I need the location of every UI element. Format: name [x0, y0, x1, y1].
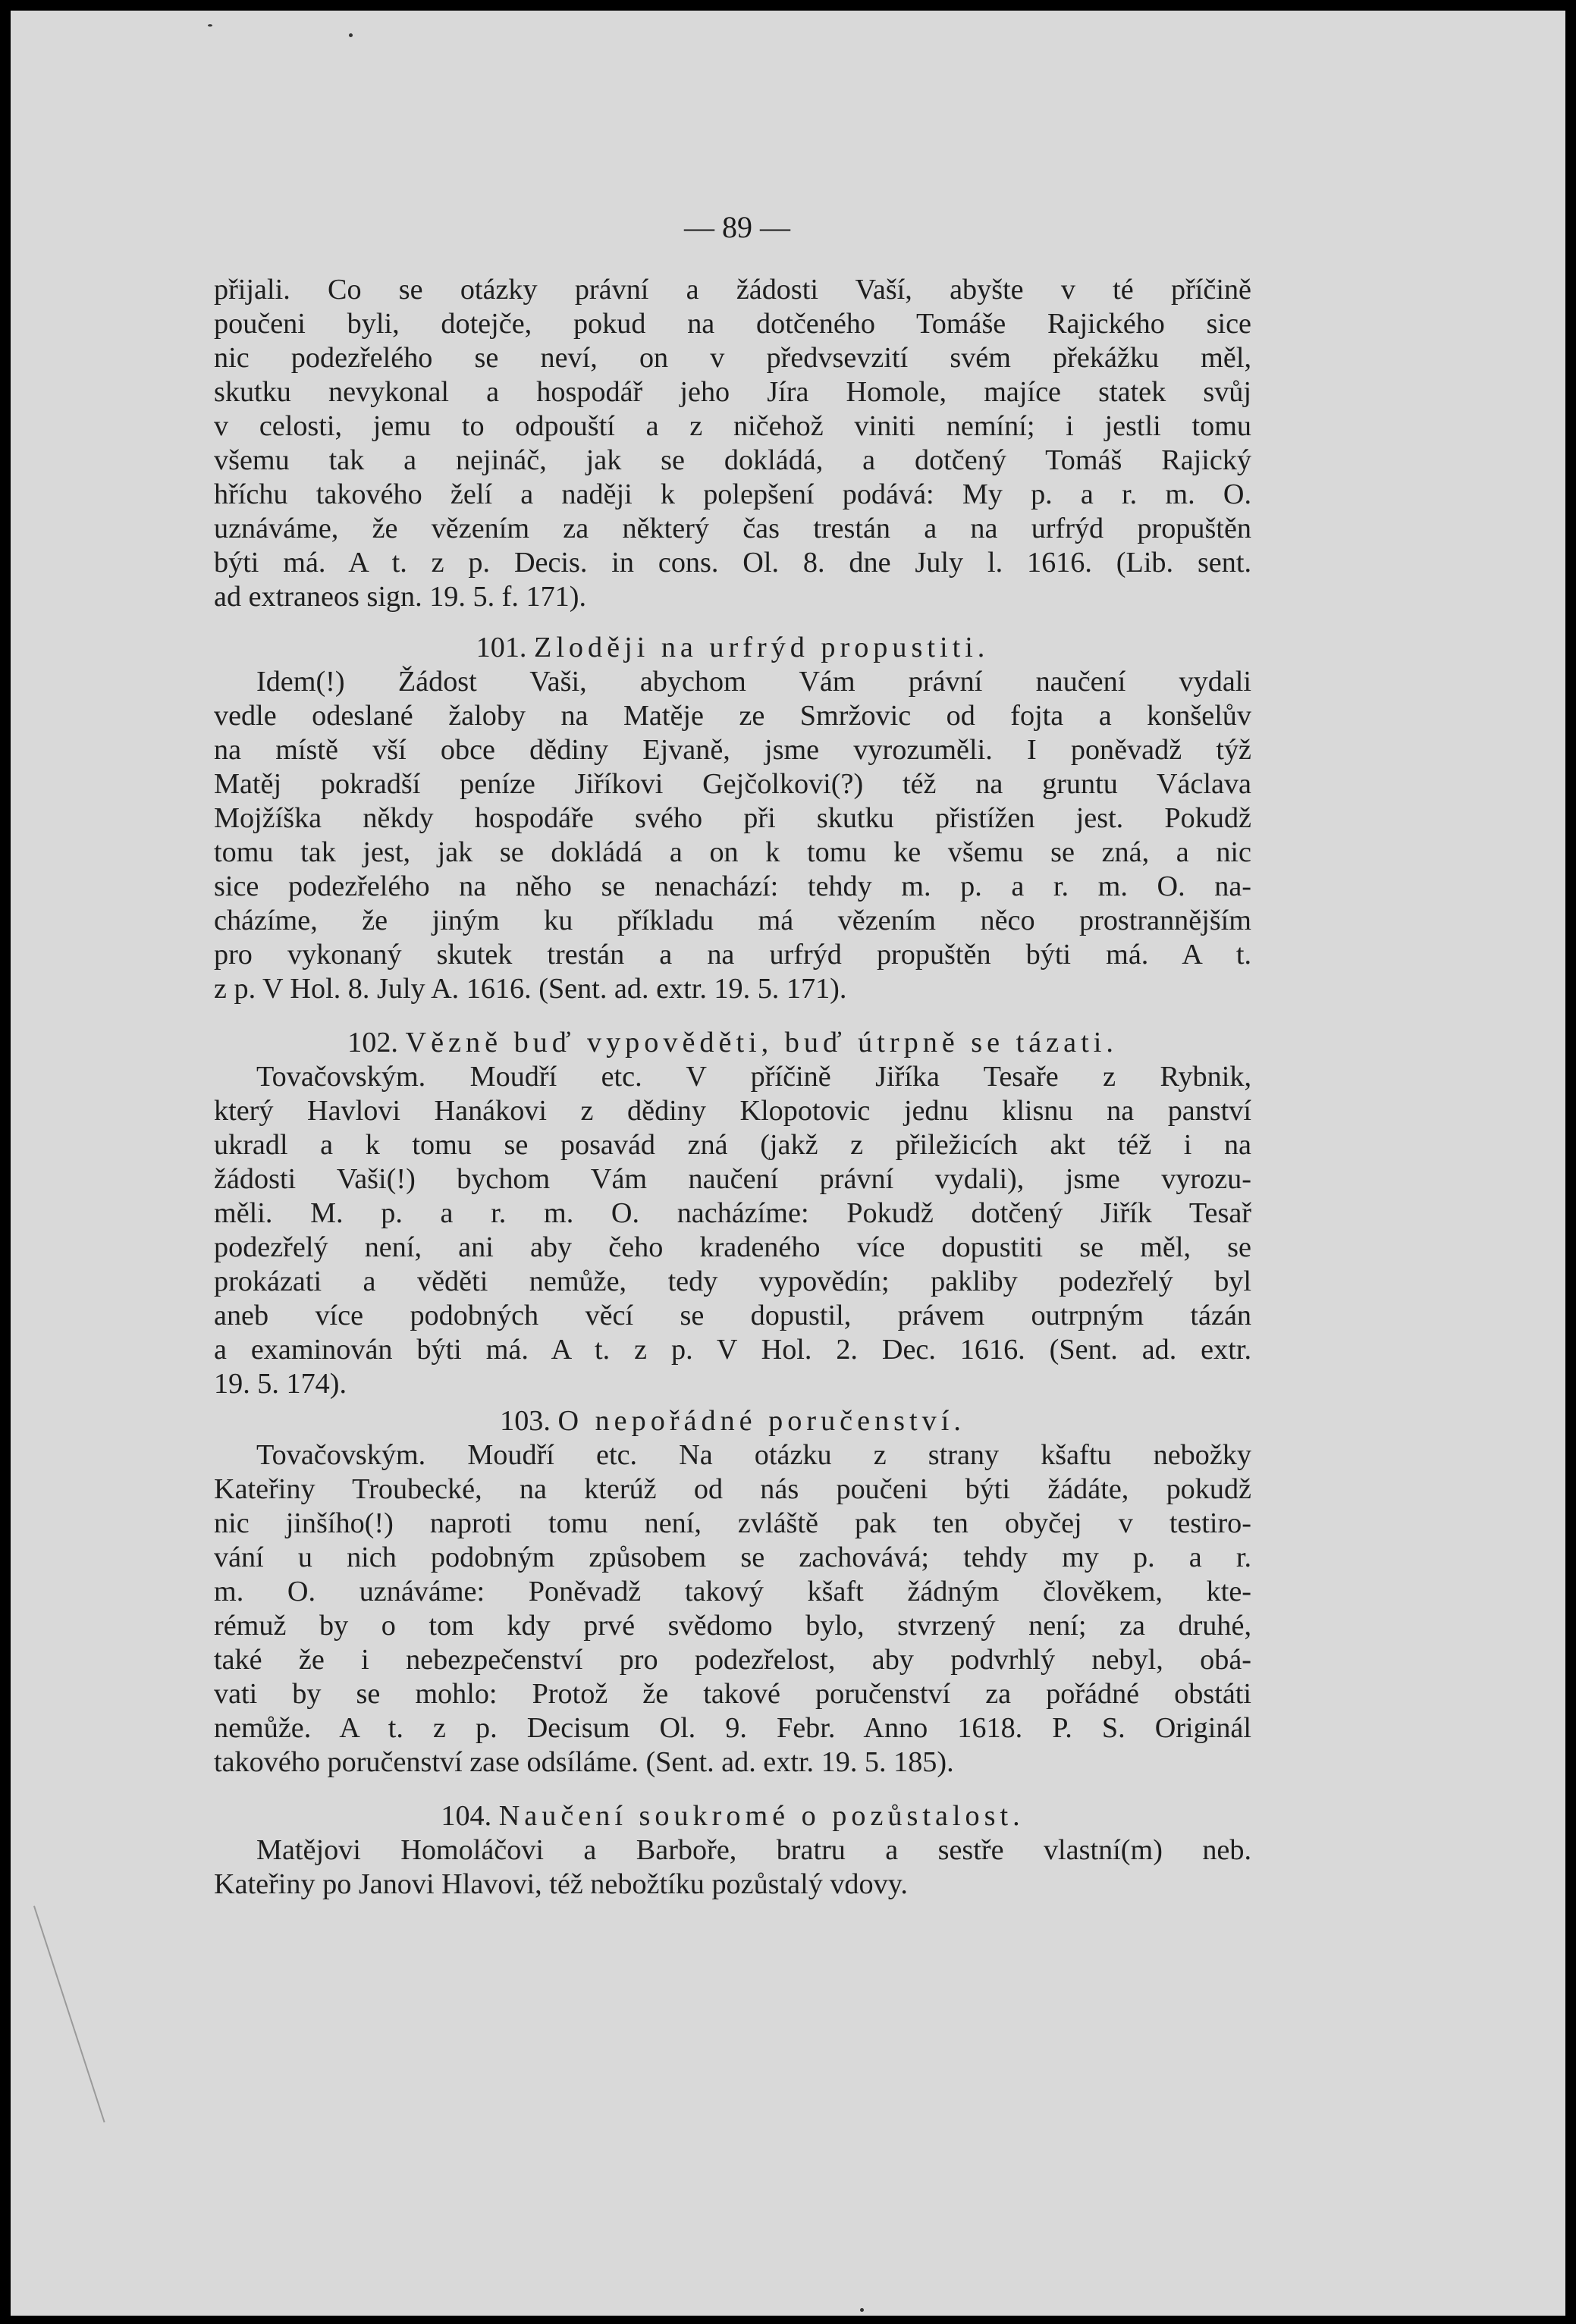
text-line: cházíme, že jiným ku příkladu má vězením něco prostrannějším	[214, 905, 1251, 936]
text-line: vati by se mohlo: Protož že takové poručenství za pořádné obstáti	[214, 1678, 1251, 1710]
text-line: hříchu takového želí a naději k polepšení podává: My p. a r. m. O.	[214, 478, 1251, 510]
section-body-102	[214, 1060, 1251, 1401]
section-title: Vězně buď vypověděti, buď útrpně se tázati.	[405, 1027, 1118, 1059]
section-heading-101	[214, 631, 1251, 665]
text-line: podezřelý není, ani aby čeho kradeného více dopustiti se měl, se	[214, 1231, 1251, 1263]
text-line: prokázati a věděti nemůže, tedy vypovědín; pakliby podezřelý byl	[214, 1265, 1251, 1297]
section-body-101	[214, 665, 1251, 1006]
text-line: vání u nich podobným způsobem se zachovává; tehdy my p. a r.	[214, 1541, 1251, 1573]
text-line: 19. 5. 174).	[214, 1368, 347, 1400]
section-number: 103.	[500, 1405, 551, 1437]
text-line: ad extraneos sign. 19. 5. f. 171).	[214, 581, 587, 613]
text-line: Tovačovským. Moudří etc. Na otázku z strany kšaftu nebožky	[256, 1439, 1251, 1471]
text-line: a examinován býti má. A t. z p. V Hol. 2. Dec. 1616. (Sent. ad. extr.	[214, 1334, 1251, 1366]
print-speck	[860, 2308, 864, 2312]
print-speck	[208, 24, 212, 27]
main-text	[214, 273, 1251, 1902]
text-line: měli. M. p. a r. m. O. nacházíme: Pokudž dotčený Jiřík Tesař	[214, 1197, 1251, 1229]
section-title: Zloději na urfrýd propustiti.	[534, 632, 990, 663]
text-line: který Havlovi Hanákovi z dědiny Klopotovic jednu klisnu na panství	[214, 1095, 1251, 1127]
book-page	[11, 11, 1565, 2316]
text-line: rémuž by o tom kdy prvé svědomo bylo, stvrzený není; za druhé,	[214, 1610, 1251, 1642]
text-line: Matějovi Homoláčovi a Barboře, bratru a sestře vlastní(m) neb.	[256, 1834, 1251, 1866]
section-body-103	[214, 1438, 1251, 1780]
text-line: Mojžíška někdy hospodáře svého při skutku přistížen jest. Pokudž	[214, 802, 1251, 834]
section-number: 102.	[347, 1027, 398, 1059]
text-line: také že i nebezpečenství pro podezřelost, aby podvrhlý nebyl, obá-	[214, 1644, 1251, 1676]
text-line: v celosti, jemu to odpouští a z ničehož viniti nemíní; i jestli tomu	[214, 410, 1251, 442]
text-line: sice podezřelého na něho se nenachází: tehdy m. p. a r. m. O. na-	[214, 870, 1251, 902]
section-title: O nepořádné poručenství.	[557, 1405, 965, 1437]
text-line: nemůže. A t. z p. Decisum Ol. 9. Febr. Anno 1618. P. S. Originál	[214, 1712, 1251, 1744]
spacer	[214, 614, 1251, 631]
print-speck	[349, 33, 353, 37]
text-line: nic podezřelého se neví, on v předvsevzití svém překážku měl,	[214, 342, 1251, 374]
text-line: Tovačovským. Moudří etc. V příčině Jiříka Tesaře z Rybnik,	[256, 1061, 1251, 1093]
section-heading-102	[214, 1026, 1251, 1060]
section-heading-104	[214, 1799, 1251, 1833]
section-body-104	[214, 1833, 1251, 1902]
text-line: pro vykonaný skutek trestán a na urfrýd propuštěn býti má. A t.	[214, 939, 1251, 971]
text-line: takového poručenství zase odsíláme. (Sent. ad. extr. 19. 5. 185).	[214, 1746, 954, 1778]
text-line: žádosti Vaši(!) bychom Vám naučení právní vydali), jsme vyrozu-	[214, 1163, 1251, 1195]
text-line: Kateřiny po Janovi Hlavovi, též nebožtíku pozůstalý vdovy.	[214, 1868, 908, 1900]
text-line: uznáváme, že vězením za některý čas trestán a na urfrýd propuštěn	[214, 513, 1251, 544]
text-line: nic jinšího(!) naproti tomu není, zvláště pak ten obyčej v testiro-	[214, 1507, 1251, 1539]
text-line: skutku nevykonal a hospodář jeho Jíra Homole, majíce statek svůj	[214, 376, 1251, 408]
text-line: Idem(!) Žádost Vaši, abychom Vám právní naučení vydali	[256, 666, 1251, 698]
text-line: Kateřiny Troubecké, na kterúž od nás poučeni býti žádáte, pokudž	[214, 1473, 1251, 1505]
section-number: 101.	[476, 632, 527, 663]
text-line: přijali. Co se otázky právní a žádosti Vaší, abyšte v té příčině	[214, 274, 1251, 306]
text-line: všemu tak a nejináč, jak se dokládá, a dotčený Tomáš Rajický	[214, 444, 1251, 476]
text-line: m. O. uznáváme: Poněvadž takový kšaft žádným člověkem, kte-	[214, 1576, 1251, 1607]
section-heading-103	[214, 1404, 1251, 1438]
text-line: na místě vší obce dědiny Ejvaně, jsme vyrozuměli. I poněvadž týž	[214, 734, 1251, 766]
spacer	[214, 1006, 1251, 1026]
text-line: býti má. A t. z p. Decis. in cons. Ol. 8. dne July l. 1616. (Lib. sent.	[214, 547, 1251, 579]
spacer	[214, 1780, 1251, 1799]
section-title: Naučení soukromé o pozůstalost.	[498, 1800, 1025, 1832]
continued-paragraph	[214, 273, 1251, 614]
text-line: aneb více podobných věcí se dopustil, právem outrpným tázán	[214, 1300, 1251, 1331]
text-line: z p. V Hol. 8. July A. 1616. (Sent. ad. extr. 19. 5. 171).	[214, 973, 847, 1005]
text-line: vedle odeslané žaloby na Matěje ze Smržovic od fojta a konšelův	[214, 700, 1251, 732]
text-line: ukradl a k tomu se posavád zná (jakž z přiležicích akt též i na	[214, 1129, 1251, 1161]
text-line: tomu tak jest, jak se dokládá a on k tomu ke všemu se zná, a nic	[214, 836, 1251, 868]
page-number: — 89 —	[684, 210, 790, 244]
page-edge-mark	[33, 1905, 105, 2122]
text-line: poučeni byli, dotejče, pokud na dotčeného Tomáše Rajického sice	[214, 308, 1251, 340]
text-line: Matěj pokradší peníze Jiříkovi Gejčolkovi(?) též na gruntu Václava	[214, 768, 1251, 800]
section-number: 104.	[441, 1800, 492, 1832]
